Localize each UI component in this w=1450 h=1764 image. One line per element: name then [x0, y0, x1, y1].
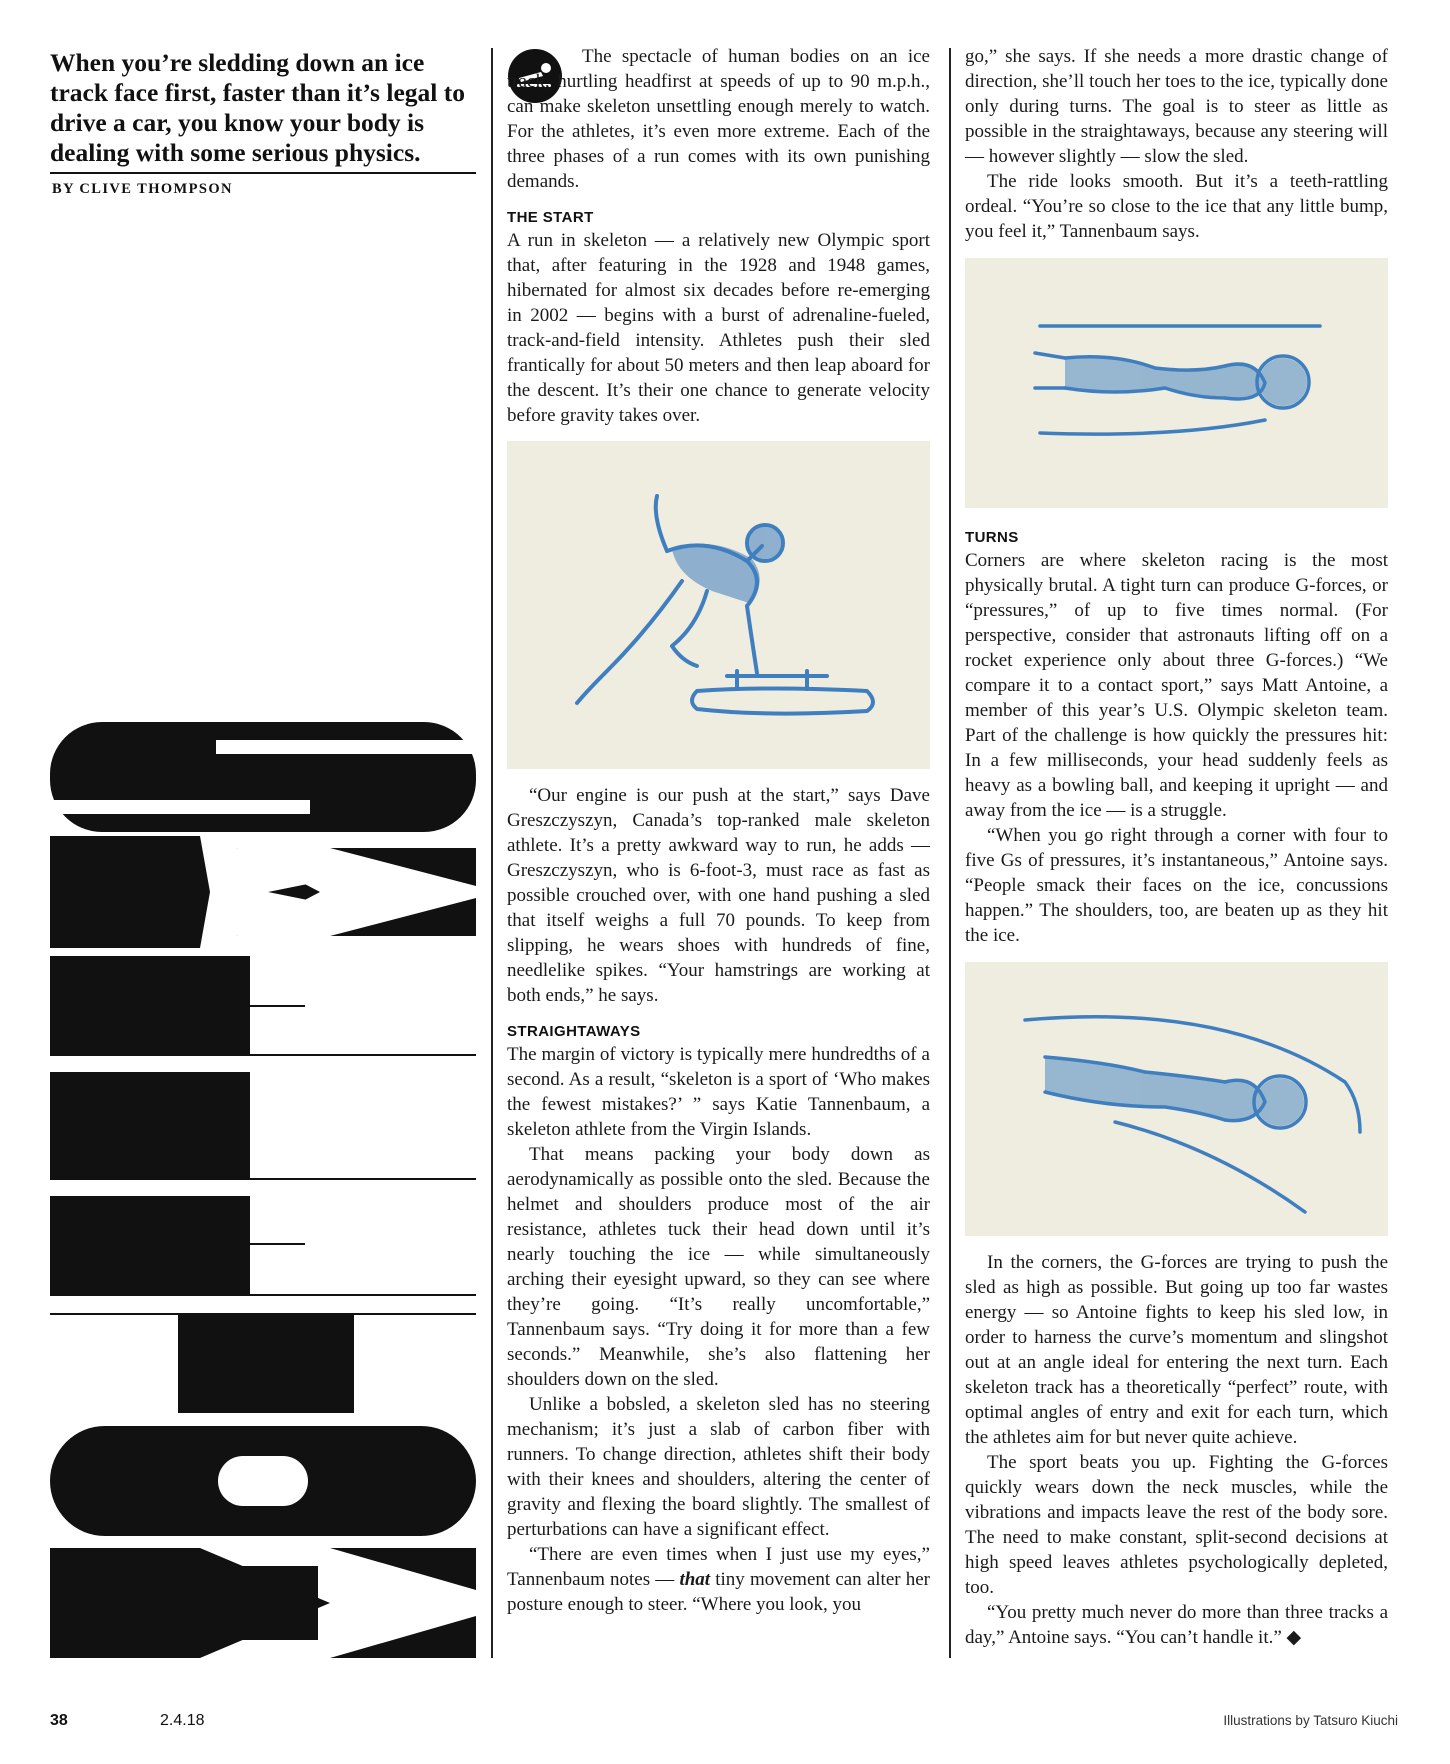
title-letter-t: [50, 1313, 476, 1413]
paragraph-when: “When you go right through a corner with four to five Gs of pressures, it’s instantaneous,” Antoine says. “People smack their faces on the ice, concussions happen.” The shoulders, too, are beaten up as they hit the ice.: [965, 825, 1388, 946]
paragraph-corners: Corners are where skeleton racing is the most physically brutal. A tight turn can produce G-forces, or “pressures,” of up to five times normal. (For perspective, consider that astronauts lifting off on a rocket experience only about three G-forces.) “We compare it to a contact sport,” says Matt Antoine, a member of this year’s U.S. Olympic skeleton team. Part of the challenge is how quickly the pressures hit: In a few milliseconds, your head suddenly feels as heavy as a bowling ball, and keeping it upright — and away from the ice — is a struggle.: [965, 550, 1388, 821]
dek: When you’re sledding down an ice track face first, faster than it’s legal to drive a car, you know your body is dealing with some serious physics.: [50, 48, 465, 167]
title-letter-k: [50, 836, 476, 948]
title-letter-e1: [50, 956, 476, 1056]
section-heading-start: THE START: [507, 209, 594, 226]
section-heading-turns: TURNS: [965, 529, 1019, 546]
paragraph-go: go,” she says. If she needs a more drastic change of direction, she’ll touch her toes to the ice, typically done only during turns. The goal is to steer as little as possible in the straightaways, because any steering will — however slightly — slow the sled.: [965, 46, 1388, 167]
paragraph-beats: The sport beats you up. Fighting the G-forces quickly wears down the neck muscles, while the vibrations and impacts leave the rest of the body sore. The need to make constant, split-second decisions at high speed leaves athletes psychologically depleted, too.: [965, 1452, 1388, 1598]
byline: BY CLIVE THOMPSON: [52, 181, 233, 197]
paragraph-bobsled: Unlike a bobsled, a skeleton sled has no steering mechanism; it’s just a slab of carbon fiber with runners. To change direction, athletes shift their body with their knees and shoulders, altering the center of gravity and flexing the board slightly. The smallest of perturbations can have a significant effect.: [507, 1394, 930, 1540]
paragraph-start: A run in skeleton — a relatively new Olympic sport that, after featuring in the 1928 and 1948 games, hibernated for almost six decades before re-emerging in 2002 — begins with a burst of adrenaline-fueled, track-and-field intensity. Athletes push their sled frantically for about 50 meters and then leap aboard for the descent. It’s their one chance to generate velocity before gravity takes over.: [507, 230, 930, 426]
paragraph-ride: The ride looks smooth. But it’s a teeth-rattling ordeal. “You’re so close to the ice that any little bump, you feel it,” Tannenbaum says.: [965, 171, 1388, 242]
paragraph-final: “You pretty much never do more than three tracks a day,” Antoine says. “You can’t handle it.” ◆: [965, 1602, 1388, 1648]
title-letter-l: [50, 1072, 476, 1180]
paragraph-engine: “Our engine is our push at the start,” says Dave Greszczyszyn, Canada’s top-ranked male skeleton athlete. It’s a pretty awkward way to run, he adds — Greszczyszyn, who is 6-foot-3, must race as fast as possible crouched over, with one hand pushing a sled that itself weighs a full 70 pounds. To keep from slipping, he wears shoes with hundreds of fine, needlelike spikes. “Your hamstrings are working at both ends,” he says.: [507, 785, 930, 1006]
column-rule-1: [491, 48, 493, 1658]
paragraph-eyes: “There are even times when I just use my eyes,” Tannenbaum notes — that tiny movement can alter her posture enough to steer. “Where you look, you: [507, 1544, 931, 1615]
illustration-credit: Illustrations by Tatsuro Kiuchi: [1223, 1713, 1398, 1728]
title-skeleton: [0, 0, 480, 1680]
title-letter-o: [50, 1426, 476, 1536]
title-letter-e2: [50, 1196, 476, 1296]
illustration-start: [507, 441, 930, 769]
paragraph-packing: That means packing your body down as aerodynamically as possible onto the sled. Because the helmet and shoulders produce most of the air resistance, athletes tuck their head down until it’s nearly touching the ice — while simultaneously arching their eyesight upward, so they can see where they’re going. “It’s really uncomfortable,” Tannenbaum says. “Try doing it for more than a few seconds.” Meanwhile, she’s also flattening her shoulders down on the sled.: [507, 1144, 930, 1390]
title-letter-n: [50, 1548, 476, 1658]
section-heading-straightaways: STRAIGHTAWAYS: [507, 1023, 641, 1040]
illustration-straightaway: [965, 258, 1388, 508]
page-number: 38: [50, 1712, 68, 1729]
article-column-right: [965, 44, 1388, 1650]
issue-date: 2.4.18: [160, 1712, 205, 1729]
column-rule-2: [949, 48, 951, 1658]
paragraph-in-corners: In the corners, the G-forces are trying to push the sled as high as possible. But going up too far wastes energy — so Antoine fights to keep his sled low, in order to harness the curve’s momentum and slingshot out at an angle ideal for entering the next turn. Each skeleton track has a theoretically “perfect” route, with optimal angles of entry and exit for each turn, which the athletes aim for but never quite achieve.: [965, 1252, 1388, 1448]
title-letter-s: [50, 722, 476, 832]
article-column-middle: [507, 44, 930, 1617]
illustration-turn: [965, 962, 1388, 1236]
paragraph-margin: The margin of victory is typically mere hundredths of a second. As a result, “skeleton is a sport of ‘Who makes the fewest mistakes?’ ” says Katie Tannenbaum, a skeleton athlete from the Virgin Islands.: [507, 1044, 930, 1140]
intro-paragraph: The spectacle of human bodies on an ice track, hurtling headfirst at speeds of up to 90 m.p.h., can make skeleton unsettling enough merely to watch. For the athletes, it’s even more extreme. Each of the three phases of a run comes with its own punishing demands.: [507, 46, 930, 192]
